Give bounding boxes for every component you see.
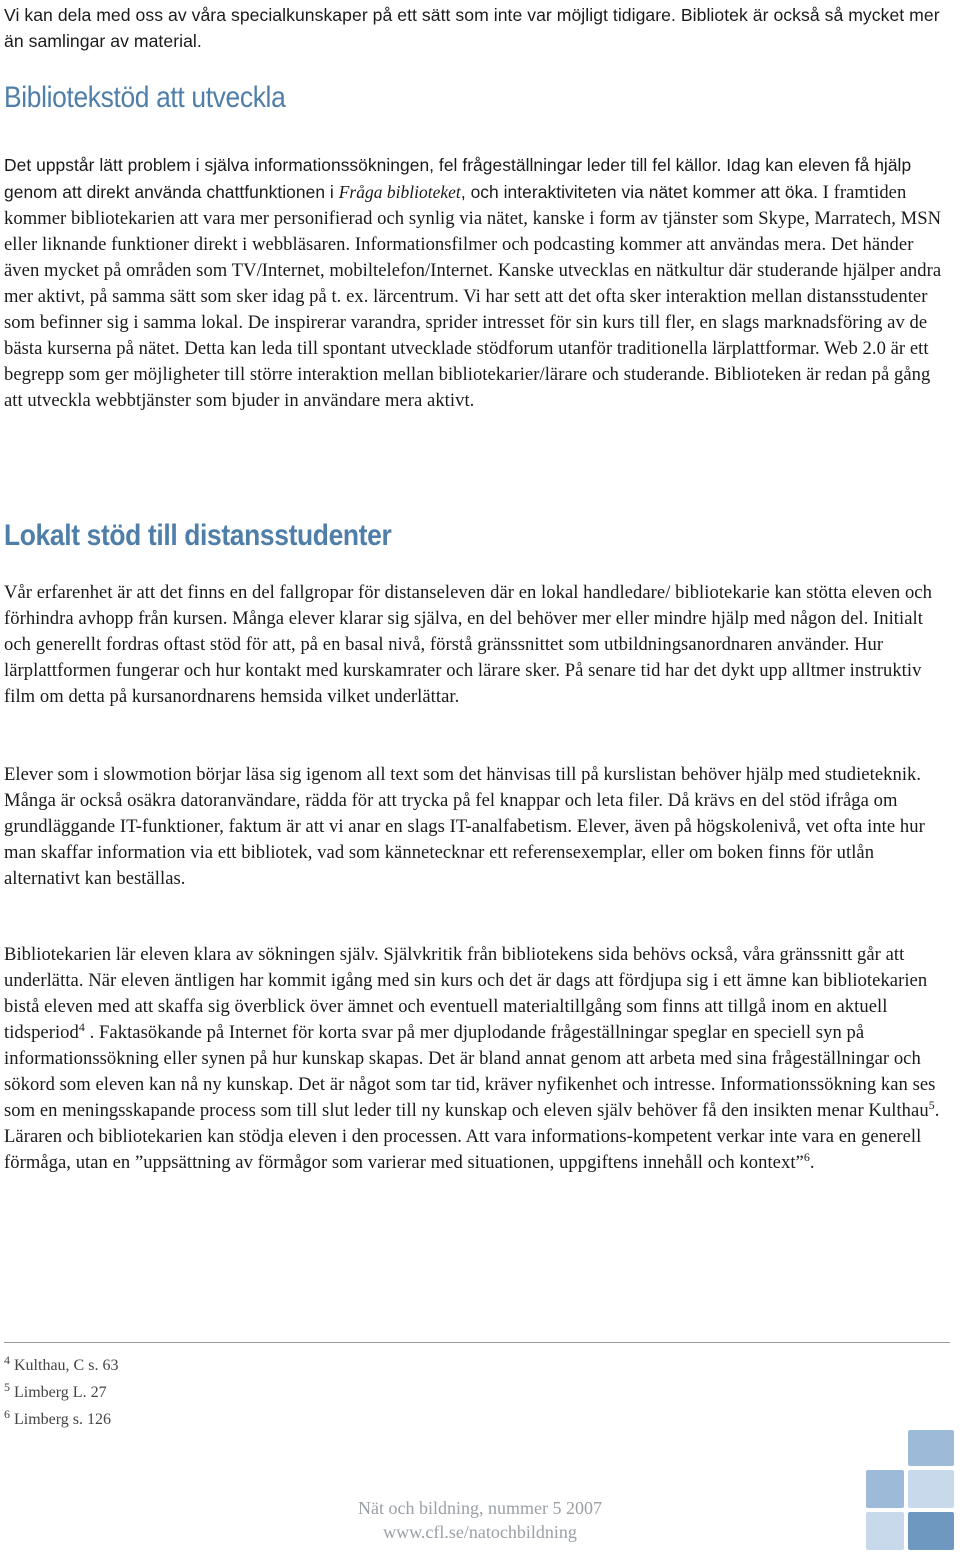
footnote-number: 5 [4,1380,10,1394]
decor-square [908,1470,954,1508]
section-heading-lokalt-stod: Lokalt stöd till distansstudenter [4,519,392,552]
section1-sans-text-b: , och interaktiviteten via nätet kommer att öka. [460,182,818,202]
section2-paragraph-1 [4,580,950,710]
footnote-ref-5: 5 [928,1098,935,1112]
decor-square [866,1470,904,1508]
footnote-number: 4 [4,1353,10,1367]
paragraph-text-b: . Faktasökande på Internet för korta svar på mer djuplodande frågeställningar speglar en speciell syn på informationssökning eller synen på hur kunskap skapas. Det är bland annat genom att arbeta med sina frågeställningar och sökord som eleven kan nå ny kunskap. Det är något som tar tid, kräver nyfikenhet och intresse. Informationssökning kan ses som en meningsskapande process som till slut leder till ny kunskap och eleven själv behöver få den insikten menar Kulthau [4,1022,936,1121]
section2-paragraph-3 [4,942,950,1176]
section2-paragraph-2 [4,762,950,892]
footnote-item [4,1379,118,1406]
footnote-text: Kulthau, C s. 63 [14,1357,119,1374]
section1-paragraph [4,152,950,414]
decor-square [866,1512,904,1550]
section1-body [4,152,950,414]
footnote-number: 6 [4,1407,10,1421]
section1-sans-text-a: Det uppstår lätt problem i själva informationssökningen, fel frågeställningar leder till fel källor. Idag kan eleven få hjälp genom att direkt använda chattfunktionen i [4,155,912,202]
paragraph-text: Vår erfarenhet är att det finns en del fallgropar för distanseleven där en lokal handledare/ bibliotekarie kan stötta eleven och förhindra avhopp från kursen. Många elever klarar sig själva, en del behöver mer eller mindre hjälp med någon del. Initialt och generellt fordras oftast stöd för att, på en basal nivå, förstå gränssnittet som utbildningsanordnaren använder. Hur lärplattformen fungerar och hur kontakt med kurskamrater och lärare sker. På senare tid har det dykt upp alltmer instruktiv film om detta på kursanordnarens hemsida vilket underlättar. [4,582,932,707]
decor-square [908,1430,954,1466]
footnote-text: Limberg L. 27 [14,1384,107,1401]
section1-serif-text: I framtiden kommer bibliotekarien att vara mer personifierad och synlig via nätet, kanske i form av tjänster som Skype, Marratech, MSN eller liknande funktioner direkt i webbläsaren. Informationsfilmer och podcasting kommer att användas mera. Det händer även mycket på områden som TV/Internet, mobiltelefon/Internet. Kanske utvecklas en nätkultur där studerande hjälper andra mer aktivt, på samma sätt som sker idag på t. ex. lärcentrum. Vi har sett att det ofta sker interaktion mellan distansstudenter som befinner sig i samma lokal. De inspirerar varandra, sprider intresset för sin kurs till fler, en slags marknadsföring av de bästa kurserna på nätet. Detta kan leda till spontant utvecklade stödforum utanför traditionella lärplattformar. Web 2.0 är ett begrepp som ger möjligheter till större interaktion mellan bibliotekarier/lärare och studerande. Biblioteken är redan på gång att utveckla webbtjänster som bjuder in användare mera aktivt. [4,182,942,411]
intro-text: Vi kan dela med oss av våra specialkunskaper på ett sätt som inte var möjligt tidigare. Bibliotek är också så mycket mer än samlingar av material. [4,5,940,51]
paragraph-text-c: . Läraren och bibliotekarien kan stödja eleven i den processen. Att vara informations-kompetent verkar inte vara en generell förmåga, utan en ”uppsättning av förmågor som varierar med situationen, uppgiftens innehåll och kontext” [4,1100,940,1173]
footnote-divider [4,1342,950,1343]
footnote-item [4,1406,118,1433]
footnote-text: Limberg s. 126 [14,1411,112,1428]
paragraph-text [4,942,950,1176]
decor-square [908,1512,954,1550]
footnote-ref-4: 4 [78,1020,85,1034]
intro-paragraph [4,2,950,54]
paragraph-text: Elever som i slowmotion börjar läsa sig igenom all text som det hänvisas till på kurslistan behöver hjälp med studieteknik. Många är också osäkra datoranvändare, rädda för att trycka på fel knappar och leta filer. Då krävs en del stöd ifråga om grundläggande IT-funktioner, faktum är att vi anar en slags IT-analfabetism. Elever, även på högskolenivå, vet ofta inte hur man skaffar information via ett bibliotek, vad som kännetecknar ett referensexemplar, eller om boken finns för utlån alternativt kan beställas. [4,764,925,889]
footer-publication: Nät och bildning, nummer 5 2007 [358,1498,602,1518]
fraga-biblioteket-link-text: Fråga biblioteket [338,182,461,202]
footer-url: www.cfl.se/natochbildning [383,1522,577,1542]
paragraph-text-a: Bibliotekarien lär eleven klara av sökningen själv. Självkritik från bibliotekens sida behövs också, våra gränssnitt går att underlätta. När eleven äntligen har kommit igång med sin kurs och det är dags att fördjupa sig i ett ämne kan bibliotekarien bistå eleven med att skaffa sig överblick över ämnet och eventuell materialtillgång som finns att tillgå inom en aktuell tidsperiod [4,944,928,1043]
page-footer [260,1496,700,1544]
paragraph-text-d: . [809,1152,815,1173]
decorative-blocks-logo [854,1430,954,1550]
section-heading-bibliotekstod: Bibliotekstöd att utveckla [4,81,286,114]
footnote-ref-6: 6 [803,1150,810,1164]
footnote-item [4,1352,118,1379]
footnotes [4,1352,118,1433]
